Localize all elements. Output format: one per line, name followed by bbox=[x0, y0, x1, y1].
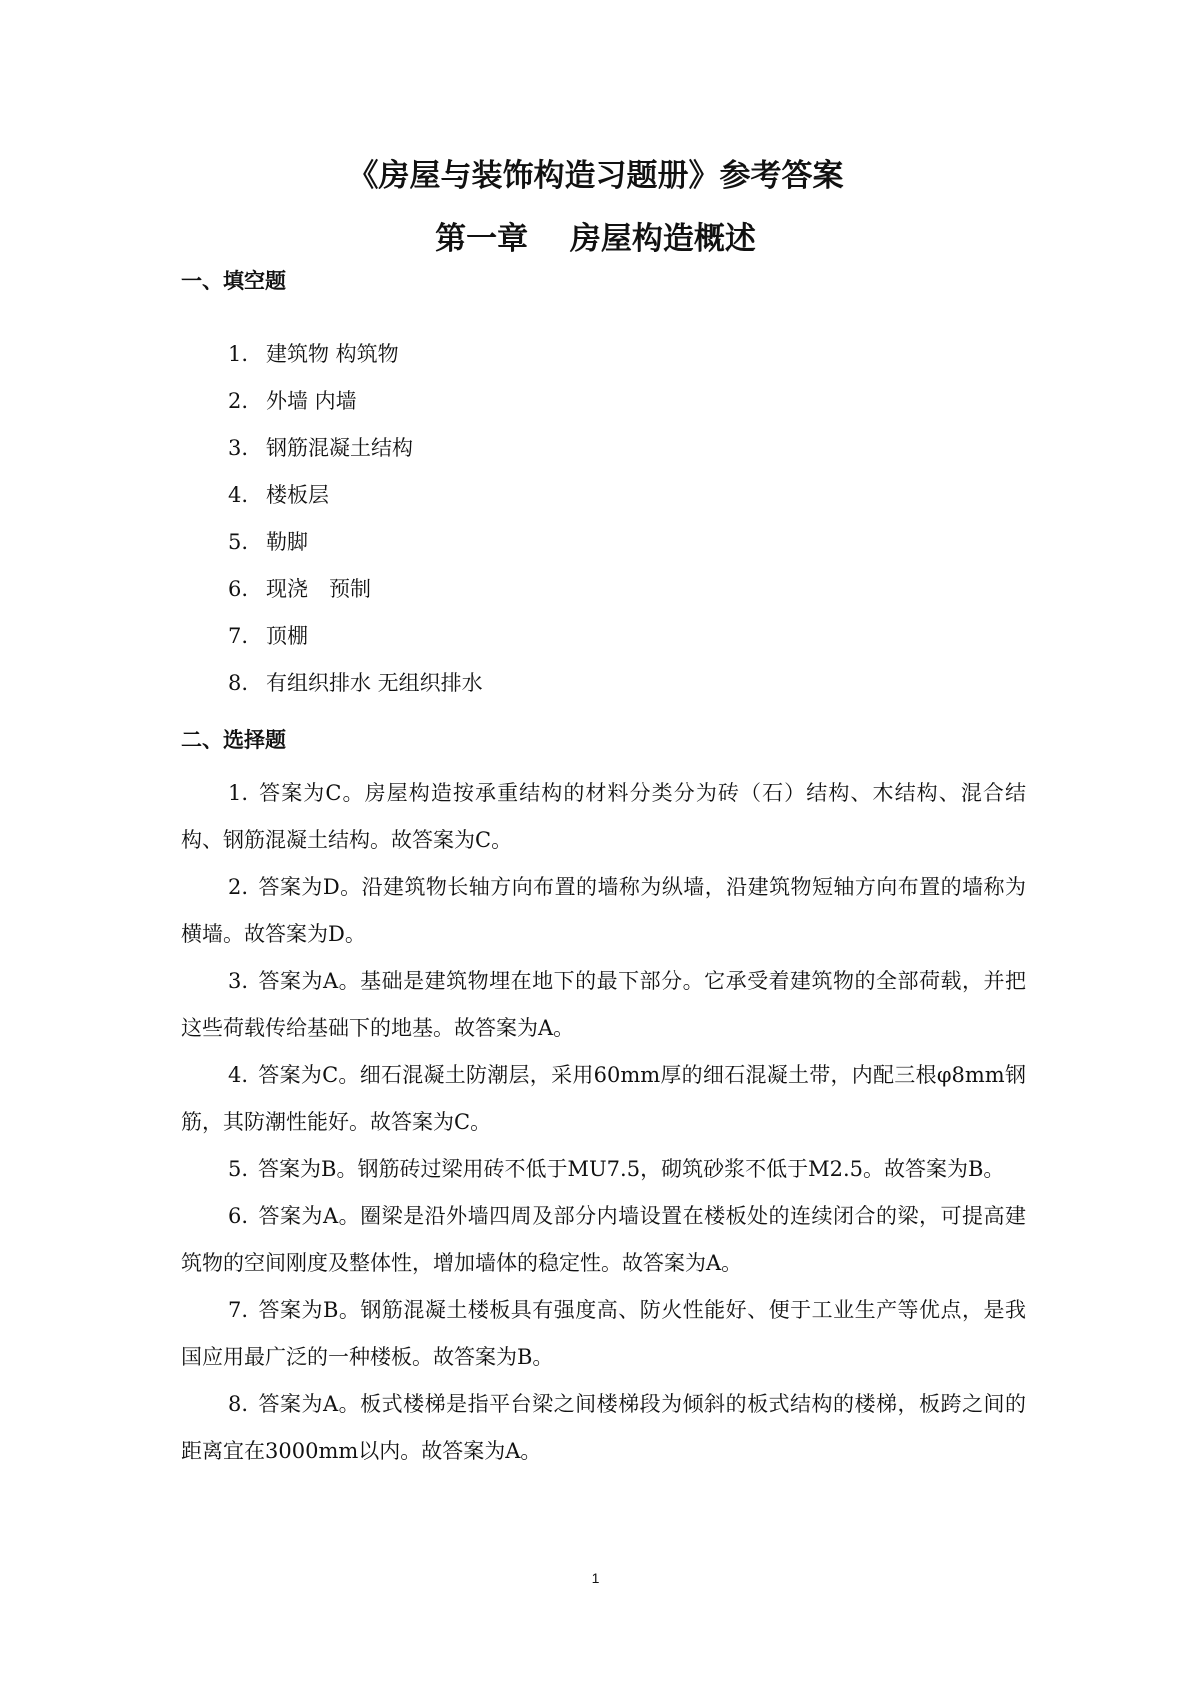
answer-text: 答案为B。钢筋砖过梁用砖不低于MU7.5，砌筑砂浆不低于M2.5。故答案为B。 bbox=[258, 1157, 1005, 1181]
list-item bbox=[228, 383, 483, 430]
chapter-title: 第一章 房屋构造概述 bbox=[435, 221, 756, 257]
list-item bbox=[228, 665, 483, 712]
list-item bbox=[228, 336, 483, 383]
answer-paragraph bbox=[181, 770, 1026, 864]
item-number: 2. bbox=[228, 389, 249, 413]
item-number: 1. bbox=[228, 781, 249, 805]
item-number: 4. bbox=[228, 1063, 249, 1087]
item-answer: 外墙 内墙 bbox=[266, 389, 357, 413]
answer-text: 答案为A。基础是建筑物埋在地下的最下部分。它承受着建筑物的全部荷载，并把这些荷载传给基础下的地基。故答案为A。 bbox=[181, 969, 1026, 1040]
answer-text: 答案为A。圈梁是沿外墙四周及部分内墙设置在楼板处的连续闭合的梁，可提高建筑物的空间刚度及整体性，增加墙体的稳定性。故答案为A。 bbox=[181, 1204, 1026, 1275]
list-item bbox=[228, 524, 483, 571]
item-answer: 现浇 预制 bbox=[266, 577, 371, 601]
item-answer: 顶棚 bbox=[266, 624, 308, 648]
section-heading-multiple-choice: 二、选择题 bbox=[181, 728, 286, 752]
item-answer: 勒脚 bbox=[266, 530, 308, 554]
item-number: 6. bbox=[228, 577, 249, 601]
item-number: 6. bbox=[228, 1204, 249, 1228]
fill-blank-list bbox=[228, 336, 483, 712]
item-number: 5. bbox=[228, 1157, 249, 1181]
answer-paragraph bbox=[181, 958, 1026, 1052]
answer-paragraph bbox=[181, 1287, 1026, 1381]
answer-text: 答案为C。房屋构造按承重结构的材料分类分为砖（石）结构、木结构、混合结构、钢筋混凝土结构。故答案为C。 bbox=[181, 781, 1026, 852]
item-number: 3. bbox=[228, 969, 249, 993]
answer-paragraph bbox=[181, 864, 1026, 958]
answer-paragraph bbox=[181, 1381, 1026, 1475]
item-answer: 钢筋混凝土结构 bbox=[266, 436, 413, 460]
item-number: 2. bbox=[228, 875, 249, 899]
item-number: 7. bbox=[228, 1298, 249, 1322]
item-answer: 楼板层 bbox=[266, 483, 329, 507]
list-item bbox=[228, 477, 483, 524]
answer-text: 答案为C。细石混凝土防潮层，采用60mm厚的细石混凝土带，内配三根φ8mm钢筋，其防潮性能好。故答案为C。 bbox=[181, 1063, 1026, 1134]
answer-text: 答案为A。板式楼梯是指平台梁之间楼梯段为倾斜的板式结构的楼梯，板跨之间的距离宜在3000mm以内。故答案为A。 bbox=[181, 1392, 1026, 1463]
multiple-choice-answers bbox=[181, 770, 1026, 1475]
answer-paragraph bbox=[181, 1052, 1026, 1146]
section-heading-fill-blank: 一、填空题 bbox=[181, 269, 286, 293]
item-number: 8. bbox=[228, 1392, 249, 1416]
answer-text: 答案为D。沿建筑物长轴方向布置的墙称为纵墙，沿建筑物短轴方向布置的墙称为横墙。故答案为D。 bbox=[181, 875, 1026, 946]
item-answer: 有组织排水 无组织排水 bbox=[266, 671, 483, 695]
item-number: 3. bbox=[228, 436, 249, 460]
item-number: 8. bbox=[228, 671, 249, 695]
list-item bbox=[228, 430, 483, 477]
list-item bbox=[228, 618, 483, 665]
item-number: 1. bbox=[228, 342, 249, 366]
answer-paragraph bbox=[181, 1146, 1026, 1193]
item-number: 7. bbox=[228, 624, 249, 648]
answer-paragraph bbox=[181, 1193, 1026, 1287]
answer-text: 答案为B。钢筋混凝土楼板具有强度高、防火性能好、便于工业生产等优点，是我国应用最广泛的一种楼板。故答案为B。 bbox=[181, 1298, 1026, 1369]
item-number: 5. bbox=[228, 530, 249, 554]
list-item bbox=[228, 571, 483, 618]
item-answer: 建筑物 构筑物 bbox=[266, 342, 399, 366]
document-title: 《房屋与装饰构造习题册》参考答案 bbox=[347, 158, 844, 194]
item-number: 4. bbox=[228, 483, 249, 507]
page-number: 1 bbox=[591, 1570, 600, 1586]
